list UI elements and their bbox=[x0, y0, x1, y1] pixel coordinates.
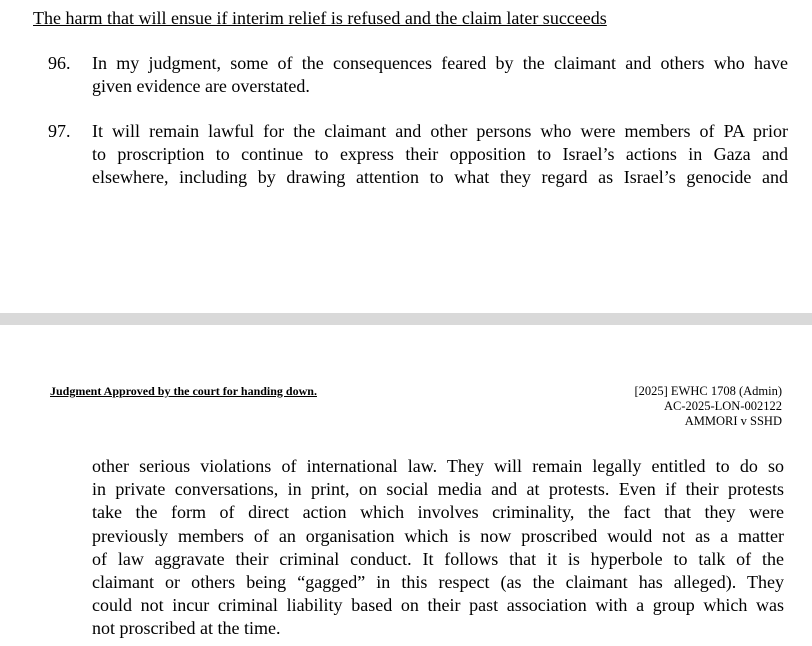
case-title: AMMORI v SSHD bbox=[684, 414, 782, 428]
paragraph-line: in private conversations, in print, on social media and at protests. Even if their protests bbox=[92, 479, 784, 500]
paragraph-97 bbox=[48, 120, 788, 189]
paragraph-line: elsewhere, including by drawing attention to what they regard as Israel’s genocide and bbox=[92, 167, 788, 187]
judgment-approved-label: Judgment Approved by the court for handing down. bbox=[50, 384, 317, 398]
paragraph-line: given evidence are overstated. bbox=[92, 76, 310, 96]
paragraph-line: previously members of an organisation which is now proscribed would not as a matter bbox=[92, 525, 784, 546]
paragraph-line: In my judgment, some of the consequences feared by the claimant and others who have bbox=[92, 53, 788, 73]
page-break-divider bbox=[0, 313, 812, 325]
paragraph-line: It will remain lawful for the claimant and other persons who were members of PA prior bbox=[92, 121, 788, 141]
section-heading: The harm that will ensue if interim relief is refused and the claim later succeeds bbox=[33, 8, 607, 28]
paragraph-line: of law aggravate their criminal conduct. It follows that it is hyperbole to talk of the bbox=[92, 548, 784, 569]
paragraph-number: 96. bbox=[48, 53, 71, 73]
paragraph-line: other serious violations of international law. They will remain legally entitled to do so bbox=[92, 456, 784, 476]
paragraph-line: could not incur criminal liability based on their past association with a group which was bbox=[92, 595, 784, 616]
paragraph-line: claimant or others being “gagged” in this respect (as the claimant has alleged). They bbox=[92, 572, 784, 593]
paragraph-97-continuation bbox=[92, 455, 784, 641]
case-number: AC-2025-LON-002122 bbox=[663, 399, 782, 413]
paragraph-96 bbox=[48, 52, 788, 98]
paragraph-line: not proscribed at the time. bbox=[92, 618, 281, 639]
paragraph-line: to proscription to continue to express their opposition to Israel’s actions in Gaza and bbox=[92, 144, 788, 164]
case-citation-block bbox=[634, 384, 782, 429]
paragraph-number: 97. bbox=[48, 121, 71, 141]
neutral-citation: [2025] EWHC 1708 (Admin) bbox=[634, 384, 782, 398]
paragraph-line: take the form of direct action which involves criminality, the fact that they were bbox=[92, 502, 784, 523]
